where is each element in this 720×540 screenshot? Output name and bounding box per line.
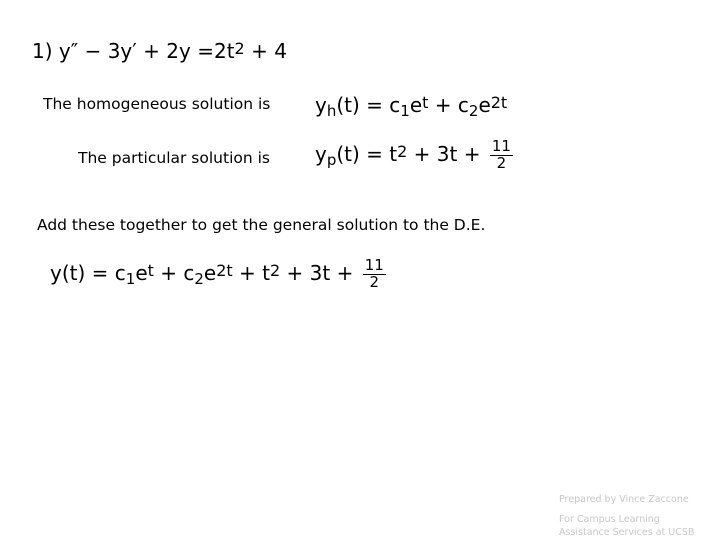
general-plus-c: + c (153, 260, 195, 285)
homogeneous-label: The homogeneous solution is (43, 95, 271, 113)
footer-line-3: Assistance Services at UCSB (559, 527, 695, 538)
general-e1: e (135, 260, 148, 285)
general-fraction-numerator: 11 (364, 256, 384, 274)
general-lhs: y(t) = c (50, 260, 126, 285)
footer-credit (559, 493, 689, 506)
footer-line-1: Prepared by Vince Zaccone (559, 494, 689, 505)
particular-equation (315, 139, 513, 172)
yh-arg: (t) = c (336, 93, 401, 117)
general-equation (50, 258, 386, 291)
rhs-base: 2t (213, 39, 235, 63)
double-prime: ″ (70, 39, 79, 63)
problem-number: 1) (32, 39, 53, 63)
general-e2-exponent: 2t (216, 260, 233, 280)
particular-label: The particular solution is (78, 149, 270, 167)
general-tail: + 3t + (280, 260, 360, 285)
equals-sign: = (197, 39, 214, 63)
homogeneous-equation (315, 93, 508, 120)
yp-t-exponent: 2 (397, 141, 408, 161)
problem-plus-term: + 2y (136, 39, 198, 63)
problem-minus-term: − 3y (78, 39, 133, 63)
yp-arg: (t) = t (336, 141, 398, 166)
footer-affiliation (559, 513, 694, 539)
general-c1-subscript: 1 (125, 269, 136, 288)
yh-e2-exponent: 2t (490, 93, 508, 112)
general-plus-t: + t (232, 260, 271, 285)
yp-fraction (490, 139, 513, 172)
general-label: Add these together to get the general solution to the D.E. (37, 216, 486, 234)
yp-tail: + 3t + (407, 141, 487, 166)
general-e1-exponent: t (147, 260, 154, 280)
yp-fraction-numerator: 11 (491, 137, 511, 155)
problem-y: y (58, 39, 71, 63)
prime: ′ (132, 39, 137, 63)
general-e2: e (203, 260, 217, 285)
general-fraction-denominator: 2 (369, 272, 380, 291)
footer-line-2: For Campus Learning (559, 514, 660, 525)
rhs-exponent: 2 (234, 39, 245, 58)
yh-e1: e (409, 93, 423, 117)
yh-plus: + c (428, 93, 469, 117)
yp-subscript: p (326, 150, 337, 169)
general-c2-subscript: 2 (194, 269, 204, 288)
c1-subscript: 1 (400, 102, 410, 120)
yh-e2: e (478, 93, 491, 117)
general-t-exponent: 2 (270, 260, 281, 280)
c2-subscript: 2 (468, 102, 479, 120)
yp-fraction-denominator: 2 (496, 153, 507, 172)
problem-equation (32, 41, 287, 61)
yh-y: y (315, 93, 327, 117)
yh-subscript: h (326, 102, 337, 120)
rhs-tail: + 4 (244, 39, 287, 63)
general-fraction (363, 258, 386, 291)
yh-e1-exponent: t (422, 93, 429, 112)
yp-y: y (315, 141, 327, 166)
